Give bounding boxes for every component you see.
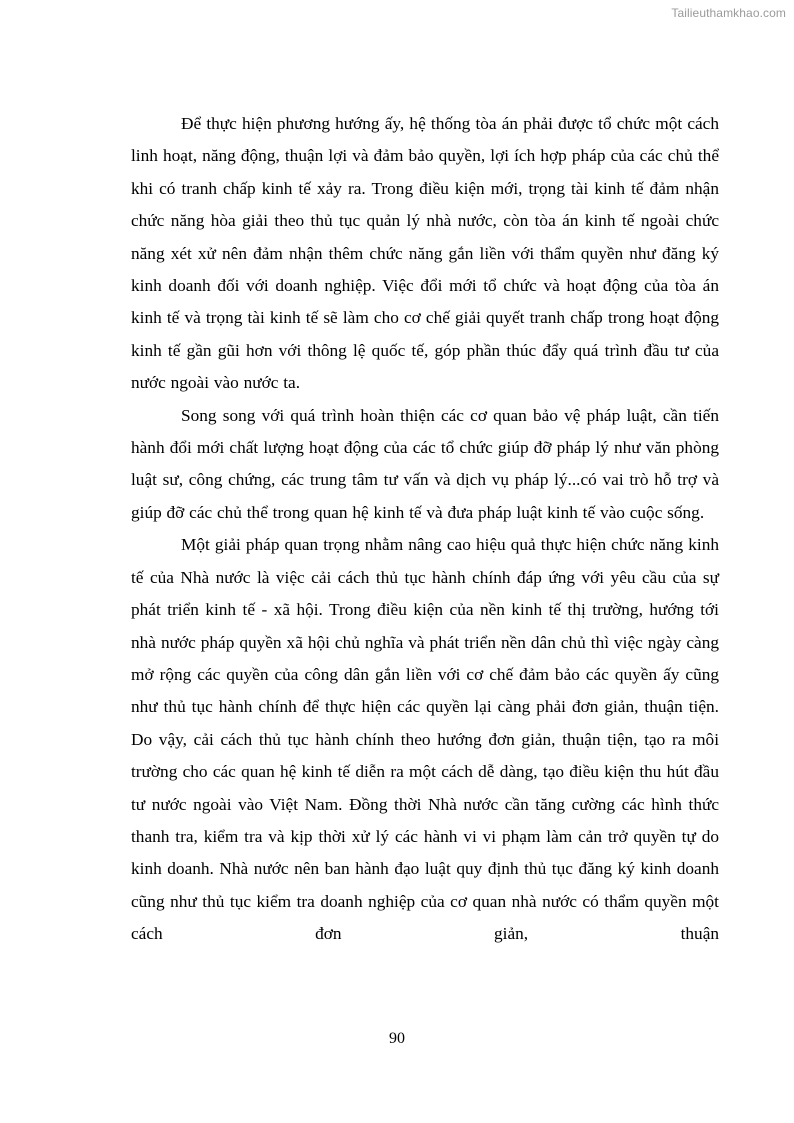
paragraph-court-reform: Để thực hiện phương hướng ấy, hệ thống tòa án phải được tổ chức một cách linh hoạt, năng động, thuận lợi và đảm bảo quyền, lợi ích hợp pháp của các chủ thể khi có tranh chấp kinh tế xảy ra. Trong điều kiện mới, trọng tài kinh tế đảm nhận chức năng hòa giải theo thủ tục quản lý nhà nước, còn tòa án kinh tế ngoài chức năng xét xử nên đảm nhận thêm chức năng gắn liền với thẩm quyền như đăng ký kinh doanh đối với doanh nghiệp. Việc đổi mới tổ chức và hoạt động của tòa án kinh tế và trọng tài kinh tế sẽ làm cho cơ chế giải quyết tranh chấp trong hoạt động kinh tế gần gũi hơn với thông lệ quốc tế, góp phần thúc đẩy quá trình đầu tư của nước ngoài vào nước ta. [131, 114, 719, 393]
paragraph-legal-support: Song song với quá trình hoàn thiện các cơ quan bảo vệ pháp luật, cần tiến hành đổi mới chất lượng hoạt động của các tổ chức giúp đỡ pháp lý như văn phòng luật sư, công chứng, các trung tâm tư vấn và dịch vụ pháp lý...có vai trò hỗ trợ và giúp đỡ các chủ thể trong quan hệ kinh tế và đưa pháp luật kinh tế vào cuộc sống. [131, 405, 719, 522]
document-body [131, 108, 719, 951]
watermark: Tailieuthamkhao.com [671, 6, 786, 20]
page-number: 90 [389, 1030, 405, 1047]
paragraph-admin-reform: Một giải pháp quan trọng nhằm nâng cao hiệu quả thực hiện chức năng kinh tế của Nhà nước là việc cải cách thủ tục hành chính đáp ứng với yêu cầu của sự phát triển kinh tế - xã hội. Trong điều kiện của nền kinh tế thị trường, hướng tới nhà nước pháp quyền xã hội chủ nghĩa và phát triển nền dân chủ thì việc ngày càng mở rộng các quyền của công dân gắn liền với cơ chế đảm bảo các quyền ấy cũng như thủ tục hành chính để thực hiện các quyền lại càng phải đơn giản, thuận tiện. Do vậy, cải cách thủ tục hành chính theo hướng đơn giản, thuận tiện, tạo ra môi trường cho các quan hệ kinh tế diễn ra một cách dễ dàng, tạo điều kiện thu hút đầu tư nước ngoài vào Việt Nam. Đồng thời Nhà nước cần tăng cường các hình thức thanh tra, kiểm tra và kịp thời xử lý các hành vi vi phạm làm cản trở quyền tự do kinh doanh. Nhà nước nên ban hành đạo luật quy định thủ tục đăng ký kinh doanh cũng như thủ tục kiểm tra doanh nghiệp của cơ quan nhà nước có thẩm quyền một cách đơn giản, thuận [131, 535, 719, 944]
